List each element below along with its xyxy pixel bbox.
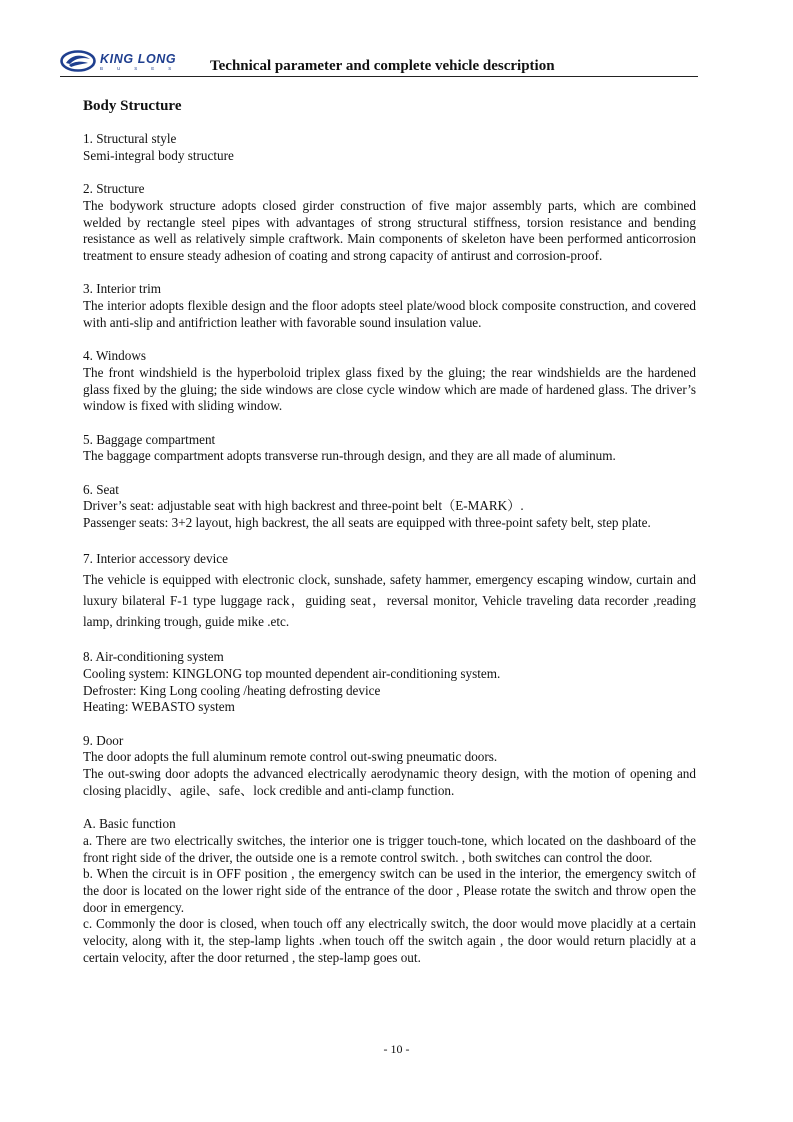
paragraph: a. There are two electrically switches, the interior one is trigger touch-tone, which located on the dashboard of the front right side of the driver, the outside one is a remote control switch. , both switches can control the door. — [83, 832, 696, 865]
page-number: - 10 - — [383, 1042, 410, 1056]
paragraph: b. When the circuit is in OFF position , the emergency switch can be used in the interior, the emergency switch of the door is located on the lower right side of the entrance of the door , Please rotate the switch and throw open the door in emergency. — [83, 866, 696, 915]
section-door — [83, 733, 696, 800]
paragraph: Defroster: King Long cooling /heating defrosting device — [83, 682, 381, 698]
section-windows — [83, 348, 696, 415]
section-structure — [83, 181, 696, 265]
section-title: 9. Door — [83, 732, 124, 748]
section-interior-trim — [83, 281, 696, 331]
section-title: 5. Baggage compartment — [83, 431, 216, 447]
document-body — [83, 97, 696, 983]
page-title: Body Structure — [83, 98, 182, 114]
paragraph: The door adopts the full aluminum remote control out-swing pneumatic doors. — [83, 749, 498, 765]
section-title: 3. Interior trim — [83, 281, 162, 297]
paragraph: The baggage compartment adopts transverse run-through design, and they are all made of aluminum. — [83, 448, 616, 464]
section-title: 1. Structural style — [83, 131, 177, 146]
paragraph: c. Commonly the door is closed, when touch off any electrically switch, the door would move placidly at a certain velocity, along with it, the step-lamp lights .when touch off the switch again , the door would return placidly at a certain velocity, after the door returned , the step-lamp goes out. — [83, 916, 696, 965]
section-seat — [83, 482, 696, 532]
paragraph: The out-swing door adopts the advanced electrically aerodynamic theory design, with the motion of opening and closing placidly、agile、safe、lock credible and anti-clamp function. — [83, 766, 696, 798]
page-header — [60, 50, 698, 77]
paragraph: The vehicle is equipped with electronic clock, sunshade, safety hammer, emergency escaping window, curtain and luxury bilateral F-1 type luggage rack，guiding seat，reversal monitor, Vehicle traveling data recorder ,reading lamp, drinking trough, guide mike .etc. — [83, 572, 696, 630]
section-air-conditioning — [83, 649, 696, 716]
section-title: 7. Interior accessory device — [83, 551, 228, 567]
section-title: 6. Seat — [83, 481, 119, 497]
section-interior-accessory-device — [83, 548, 696, 632]
king-long-logo-icon — [60, 50, 96, 72]
king-long-logo — [60, 50, 185, 74]
section-title: 2. Structure — [83, 181, 145, 197]
section-title: A. Basic function — [83, 816, 176, 832]
section-structural-style — [83, 131, 696, 164]
logo-subtitle: BUSES — [100, 66, 186, 71]
paragraph: Passenger seats: 3+2 layout, high backrest, the all seats are equipped with three-point safety belt, step plate. — [83, 515, 651, 531]
paragraph: The bodywork structure adopts closed girder construction of five major assembly parts, which are combined welded by rectangle steel pipes with advantages of strong structural stiffness, torsion resistance and bending resistance as well as relatively simple craftwork. Main components of skeleton have been performed anticorrosion treatment to ensure steady adhesion of coating and strong capacity of antirust and corrosion-proof. — [83, 197, 696, 263]
paragraph: Cooling system: KINGLONG top mounted dependent air-conditioning system. — [83, 665, 501, 681]
section-title: 4. Windows — [83, 348, 146, 364]
header-title: Technical parameter and complete vehicle description — [210, 58, 555, 74]
logo-name: KING LONG — [100, 52, 177, 66]
section-title: 8. Air-conditioning system — [83, 649, 224, 665]
paragraph: Semi-integral body structure — [83, 147, 234, 163]
paragraph: The front windshield is the hyperboloid triplex glass fixed by the gluing; the rear windshields are the hardened glass fixed by the gluing; the side windows are close cycle window which are made of hardened glass. The driver’s window is fixed with sliding window. — [83, 364, 696, 414]
paragraph: Heating: WEBASTO system — [83, 699, 235, 715]
paragraph: Driver’s seat: adjustable seat with high backrest and three-point belt（E-MARK）. — [83, 498, 524, 514]
section-baggage-compartment — [83, 432, 696, 465]
paragraph: The interior adopts flexible design and the floor adopts steel plate/wood block composite construction, and covered with anti-slip and antifriction leather with favorable sound insulation value. — [83, 298, 696, 330]
section-basic-function — [83, 816, 696, 966]
